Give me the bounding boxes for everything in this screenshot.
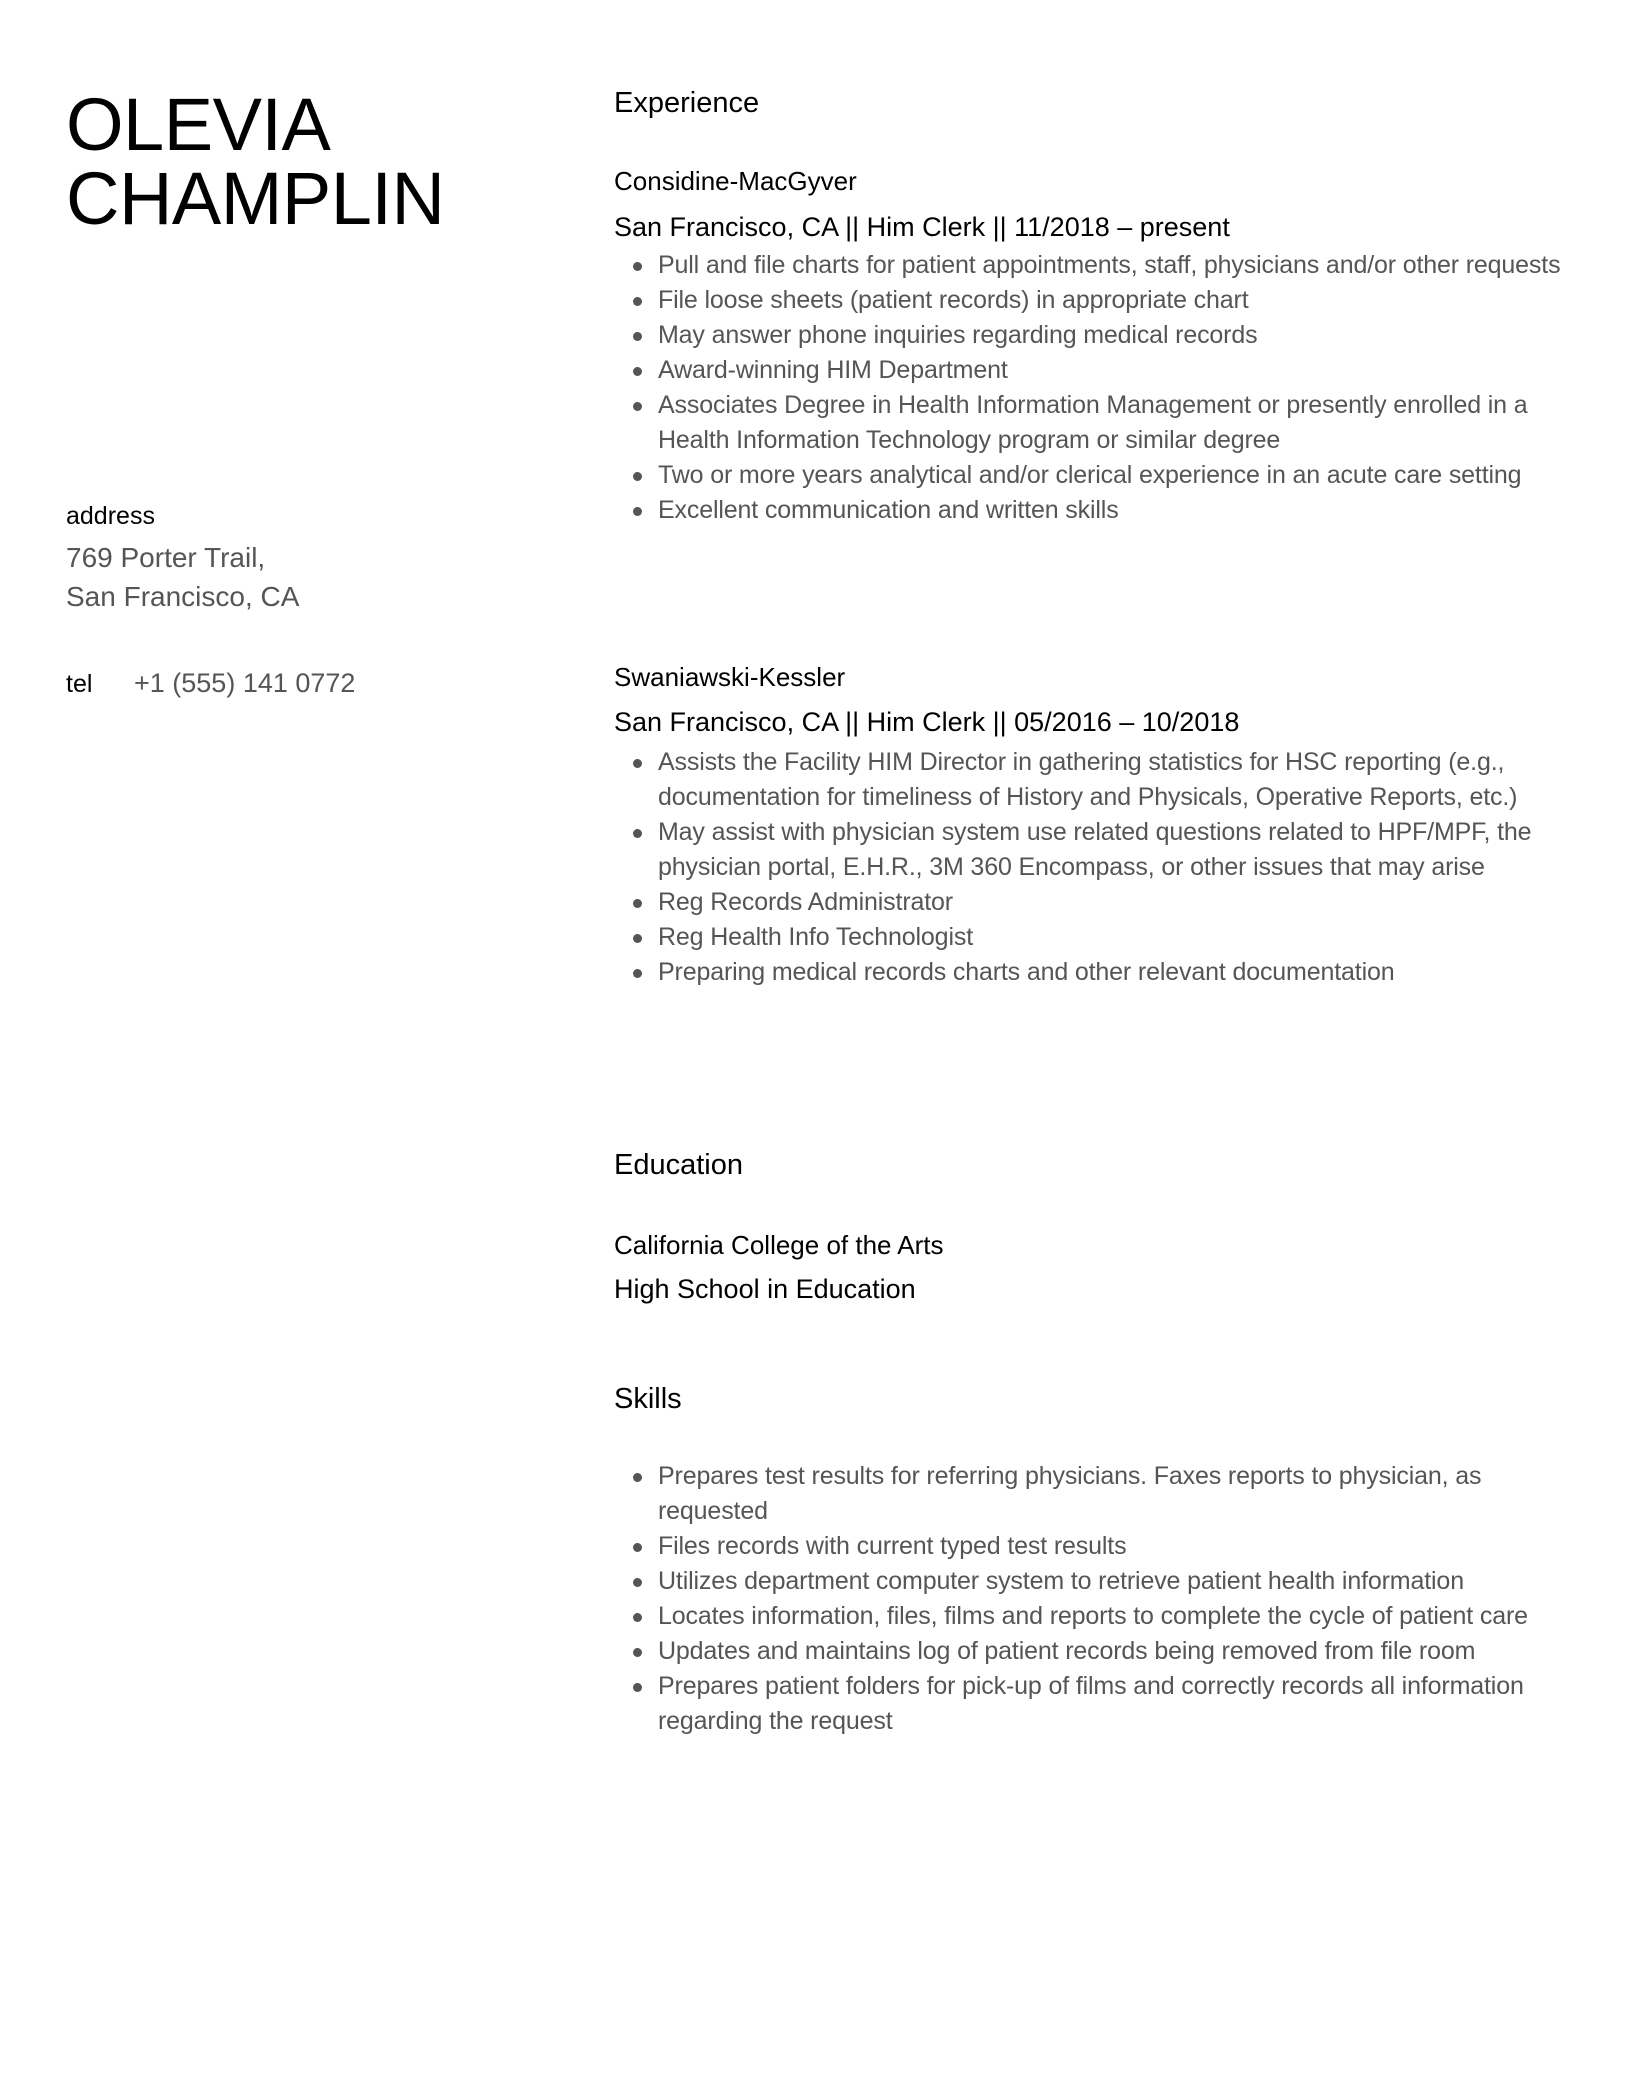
bullet-text: Utilizes department computer system to retrieve patient health information [658,1567,1464,1595]
address-label: address [66,502,155,530]
list-item [632,493,1577,528]
list-item [632,458,1577,493]
list-item [632,283,1577,318]
list-item [632,1634,1577,1669]
degree: High School in Education [614,1274,916,1304]
address-line-1: 769 Porter Trail, [66,542,266,573]
list-item [632,1529,1577,1564]
bullet-icon [633,969,642,978]
bullet-text: Prepares test results for referring physicians. Faxes reports to physician, as requested [658,1462,1482,1525]
bullet-icon [633,1578,642,1587]
candidate-name [66,83,566,240]
list-item [632,1459,1577,1529]
first-name: OLEVIA [66,83,331,166]
bullet-text: Excellent communication and written skills [658,496,1119,524]
address-block [66,538,299,616]
job-bullets [632,248,1577,528]
bullet-text: Associates Degree in Health Information Management or presently enrolled in a Health Information Technology program or similar degree [658,391,1528,454]
last-name: CHAMPLIN [66,157,445,240]
bullet-text: Prepares patient folders for pick-up of films and correctly records all information regarding the request [658,1672,1524,1735]
list-item [632,1599,1577,1634]
bullet-icon [633,1683,642,1692]
bullet-text: Pull and file charts for patient appointments, staff, physicians and/or other requests [658,251,1561,279]
list-item [632,815,1577,885]
bullet-icon [633,1473,642,1482]
list-item [632,885,1577,920]
skills-heading: Skills [614,1383,682,1415]
list-item [632,353,1577,388]
list-item [632,248,1577,283]
bullet-text: File loose sheets (patient records) in appropriate chart [658,286,1249,314]
bullet-icon [633,899,642,908]
address-line-2: San Francisco, CA [66,581,300,612]
bullet-icon [633,1613,642,1622]
bullet-icon [633,332,642,341]
education-heading: Education [614,1149,743,1181]
list-item [632,1669,1577,1739]
tel-row [66,665,355,702]
bullet-text: Assists the Facility HIM Director in gathering statistics for HSC reporting (e.g., documentation for timeliness of History and Physicals, Operative Reports, etc.) [658,748,1518,811]
job-details: San Francisco, CA || Him Clerk || 05/2016 – 10/2018 [614,707,1240,737]
bullet-text: Locates information, files, films and reports to complete the cycle of patient care [658,1602,1528,1630]
bullet-icon [633,507,642,516]
bullet-text: Files records with current typed test results [658,1532,1127,1560]
bullet-text: Award-winning HIM Department [658,356,1008,384]
bullet-icon [633,759,642,768]
tel-label: tel [66,670,93,698]
list-item [632,1564,1577,1599]
skills-bullets [632,1459,1577,1739]
list-item [632,920,1577,955]
bullet-text: Two or more years analytical and/or clerical experience in an acute care setting [658,461,1522,489]
bullet-text: May answer phone inquiries regarding medical records [658,321,1258,349]
job-company: Swaniawski-Kessler [614,662,846,692]
bullet-icon [633,1543,642,1552]
bullet-icon [633,829,642,838]
bullet-text: Preparing medical records charts and other relevant documentation [658,958,1395,986]
school-name: California College of the Arts [614,1230,944,1260]
bullet-icon [633,934,642,943]
list-item [632,388,1577,458]
bullet-icon [633,262,642,271]
bullet-text: Reg Health Info Technologist [658,923,973,951]
bullet-icon [633,1648,642,1657]
list-item [632,745,1577,815]
job-company: Considine-MacGyver [614,166,857,196]
job-bullets [632,745,1577,990]
bullet-text: Reg Records Administrator [658,888,953,916]
job-details: San Francisco, CA || Him Clerk || 11/2018 – present [614,212,1230,242]
bullet-icon [633,367,642,376]
bullet-icon [633,297,642,306]
list-item [632,318,1577,353]
list-item [632,955,1577,990]
bullet-icon [633,472,642,481]
bullet-icon [633,402,642,411]
tel-value[interactable]: +1 (555) 141 0772 [134,668,356,698]
bullet-text: Updates and maintains log of patient records being removed from file room [658,1637,1476,1665]
experience-heading: Experience [614,87,760,119]
bullet-text: May assist with physician system use related questions related to HPF/MPF, the physician portal, E.H.R., 3M 360 Encompass, or other issues that may arise [658,818,1532,881]
